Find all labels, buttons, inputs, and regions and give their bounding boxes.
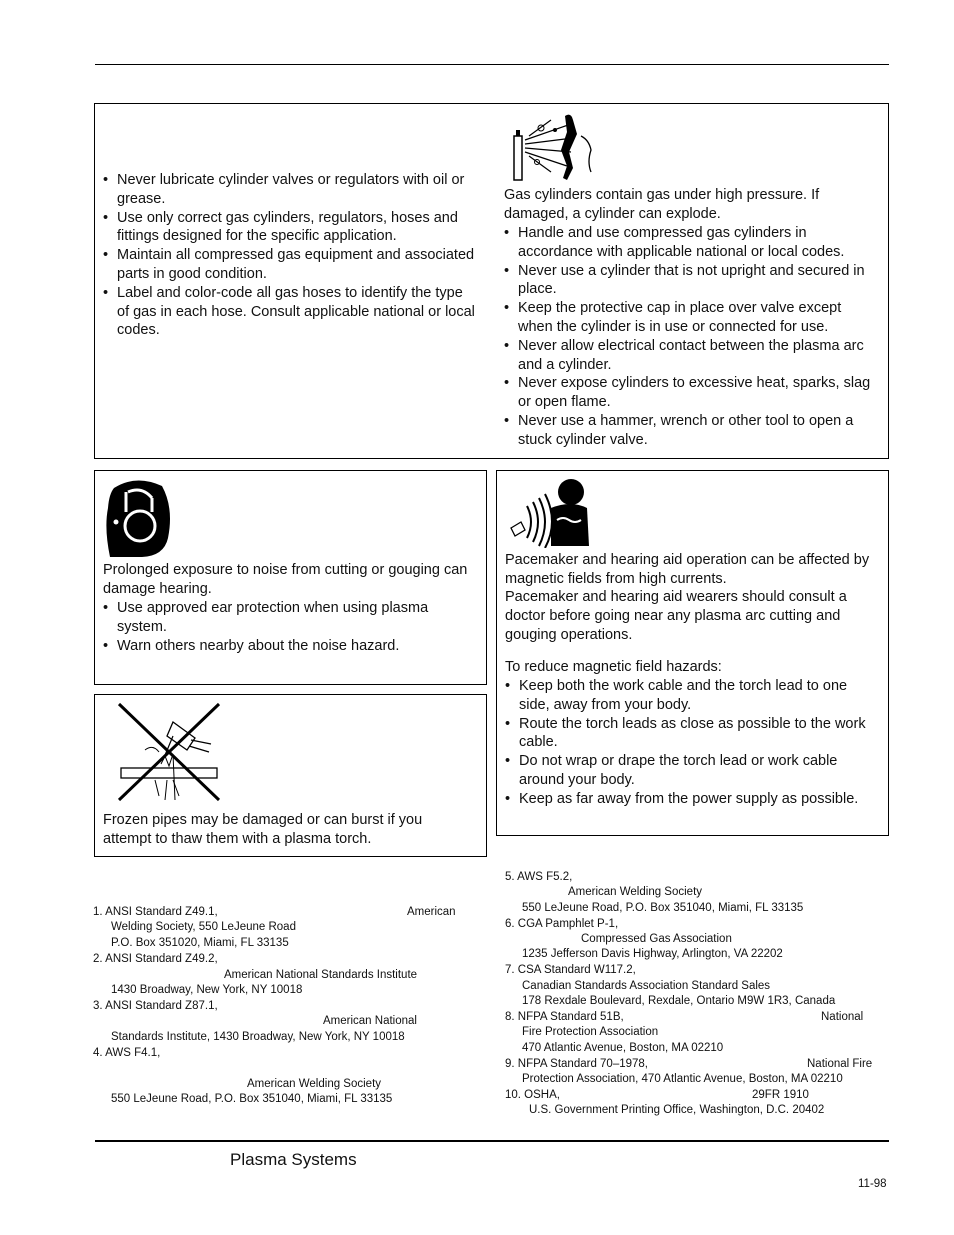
list-item: • Route the torch leads as close as possible to the work cable. [505, 715, 881, 753]
list-item: • Keep both the work cable and the torch lead to one side, away from your body. [505, 677, 881, 715]
reference-line: American [407, 906, 456, 918]
list-item: • Never lubricate cylinder valves or regulators with oil or grease. [103, 171, 475, 209]
reference-line: 178 Rexdale Boulevard, Rexdale, Ontario M9W 1R3, Canada [522, 995, 836, 1007]
header-rule [95, 64, 889, 65]
list-item: • Label and color-code all gas hoses to identify the type of gas in each hose. Consult applicable national or local codes. [103, 284, 475, 340]
reference-line: 6. CGA Pamphlet P-1, [505, 918, 619, 930]
frozen-pipes-text: Frozen pipes may be damaged or can burst if you attempt to thaw them with a plasma torch. [103, 812, 423, 847]
reference-line: Canadian Standards Association Standard Sales [522, 980, 771, 992]
noise-list [103, 599, 473, 655]
reference-line: 470 Atlantic Avenue, Boston, MA 02210 [522, 1042, 724, 1054]
list-item: • Warn others nearby about the noise hazard. [103, 637, 473, 656]
reference-line: 1235 Jefferson Davis Highway, Arlington, VA 22202 [522, 948, 783, 960]
reference-line: American National [323, 1015, 417, 1027]
magnetic-field-icon [507, 476, 591, 548]
no-pipe-thawing-icon [115, 700, 225, 804]
reference-line: 8. NFPA Standard 51B, [505, 1011, 624, 1023]
noise-box [94, 470, 487, 685]
list-item: • Keep the protective cap in place over valve except when the cylinder is in use or connected for use. [504, 299, 876, 337]
reference-line: Protection Association, 470 Atlantic Avenue, Boston, MA 02210 [522, 1073, 843, 1085]
gas-safety-box [94, 103, 889, 459]
gas-equipment-list [103, 171, 475, 340]
list-item: • Do not wrap or drape the torch lead or work cable around your body. [505, 752, 881, 790]
pacemaker-p1: Pacemaker and hearing aid operation can be affected by magnetic fields from high currents. [505, 552, 870, 587]
reference-line: American Welding Society [568, 886, 703, 898]
footer-page-code: 11-98 [858, 1178, 887, 1190]
reference-line: 3. ANSI Standard Z87.1, [93, 1000, 218, 1012]
list-item: • Never expose cylinders to excessive heat, sparks, slag or open flame. [504, 374, 876, 412]
reference-line: 2. ANSI Standard Z49.2, [93, 953, 218, 965]
reference-line: 10. OSHA, [505, 1089, 560, 1101]
reference-line: American Welding Society [247, 1078, 382, 1090]
list-item: • Use only correct gas cylinders, regulators, hoses and fittings designed for the specific application. [103, 209, 475, 247]
list-item: • Keep as far away from the power supply as possible. [505, 790, 881, 809]
reference-line: National [821, 1011, 864, 1023]
list-item: • Handle and use compressed gas cylinders in accordance with applicable national or local codes. [504, 224, 876, 262]
reference-line: American National Standards Institute [224, 969, 418, 981]
reference-line: 550 LeJeune Road, P.O. Box 351040, Miami, FL 33135 [111, 1093, 393, 1105]
reference-line: U.S. Government Printing Office, Washington, D.C. 20402 [529, 1104, 825, 1116]
reference-line: 29FR 1910 [752, 1089, 809, 1101]
list-item: • Never use a cylinder that is not upright and secured in place. [504, 262, 876, 300]
reference-line: Standards Institute, 1430 Broadway, New York, NY 10018 [111, 1031, 405, 1043]
noise-intro: Prolonged exposure to noise from cutting or gouging can damage hearing. [103, 562, 468, 597]
list-item: • Maintain all compressed gas equipment and associated parts in good condition. [103, 246, 475, 284]
reference-line: Compressed Gas Association [581, 933, 732, 945]
reference-line: P.O. Box 351020, Miami, FL 33135 [111, 937, 289, 949]
reference-line: 9. NFPA Standard 70–1978, [505, 1058, 648, 1070]
reference-line: 5. AWS F5.2, [505, 871, 573, 883]
reference-line: 1430 Broadway, New York, NY 10018 [111, 984, 303, 996]
list-item: • Never allow electrical contact between the plasma arc and a cylinder. [504, 337, 876, 375]
list-item: • Use approved ear protection when using plasma system. [103, 599, 473, 637]
list-item: • Never use a hammer, wrench or other tool to open a stuck cylinder valve. [504, 412, 876, 450]
reference-line: 7. CSA Standard W117.2, [505, 964, 636, 976]
reference-line: 4. AWS F4.1, [93, 1047, 161, 1059]
pacemaker-p2: Pacemaker and hearing aid wearers should consult a doctor before going near any plasma arc cutting and gouging operations. [505, 589, 847, 643]
reference-line: National Fire [807, 1058, 873, 1070]
gas-cylinders-intro: Gas cylinders contain gas under high pressure. If damaged, a cylinder can explode. [504, 187, 820, 222]
frozen-pipes-box [94, 694, 487, 857]
reference-line: Welding Society, 550 LeJeune Road [111, 921, 296, 933]
pacemaker-box [496, 470, 889, 836]
gas-cylinders-list [504, 224, 876, 450]
reference-line: 550 LeJeune Road, P.O. Box 351040, Miami, FL 33135 [522, 902, 804, 914]
reference-line: 1. ANSI Standard Z49.1, [93, 906, 218, 918]
cylinder-explosion-icon [511, 110, 599, 184]
footer-rule [95, 1140, 889, 1142]
pacemaker-p3: To reduce magnetic field hazards: [505, 659, 722, 675]
ear-protection-icon [102, 478, 172, 558]
footer-product: Plasma Systems [230, 1150, 357, 1169]
pacemaker-list [505, 677, 881, 809]
reference-line: Fire Protection Association [522, 1026, 659, 1038]
